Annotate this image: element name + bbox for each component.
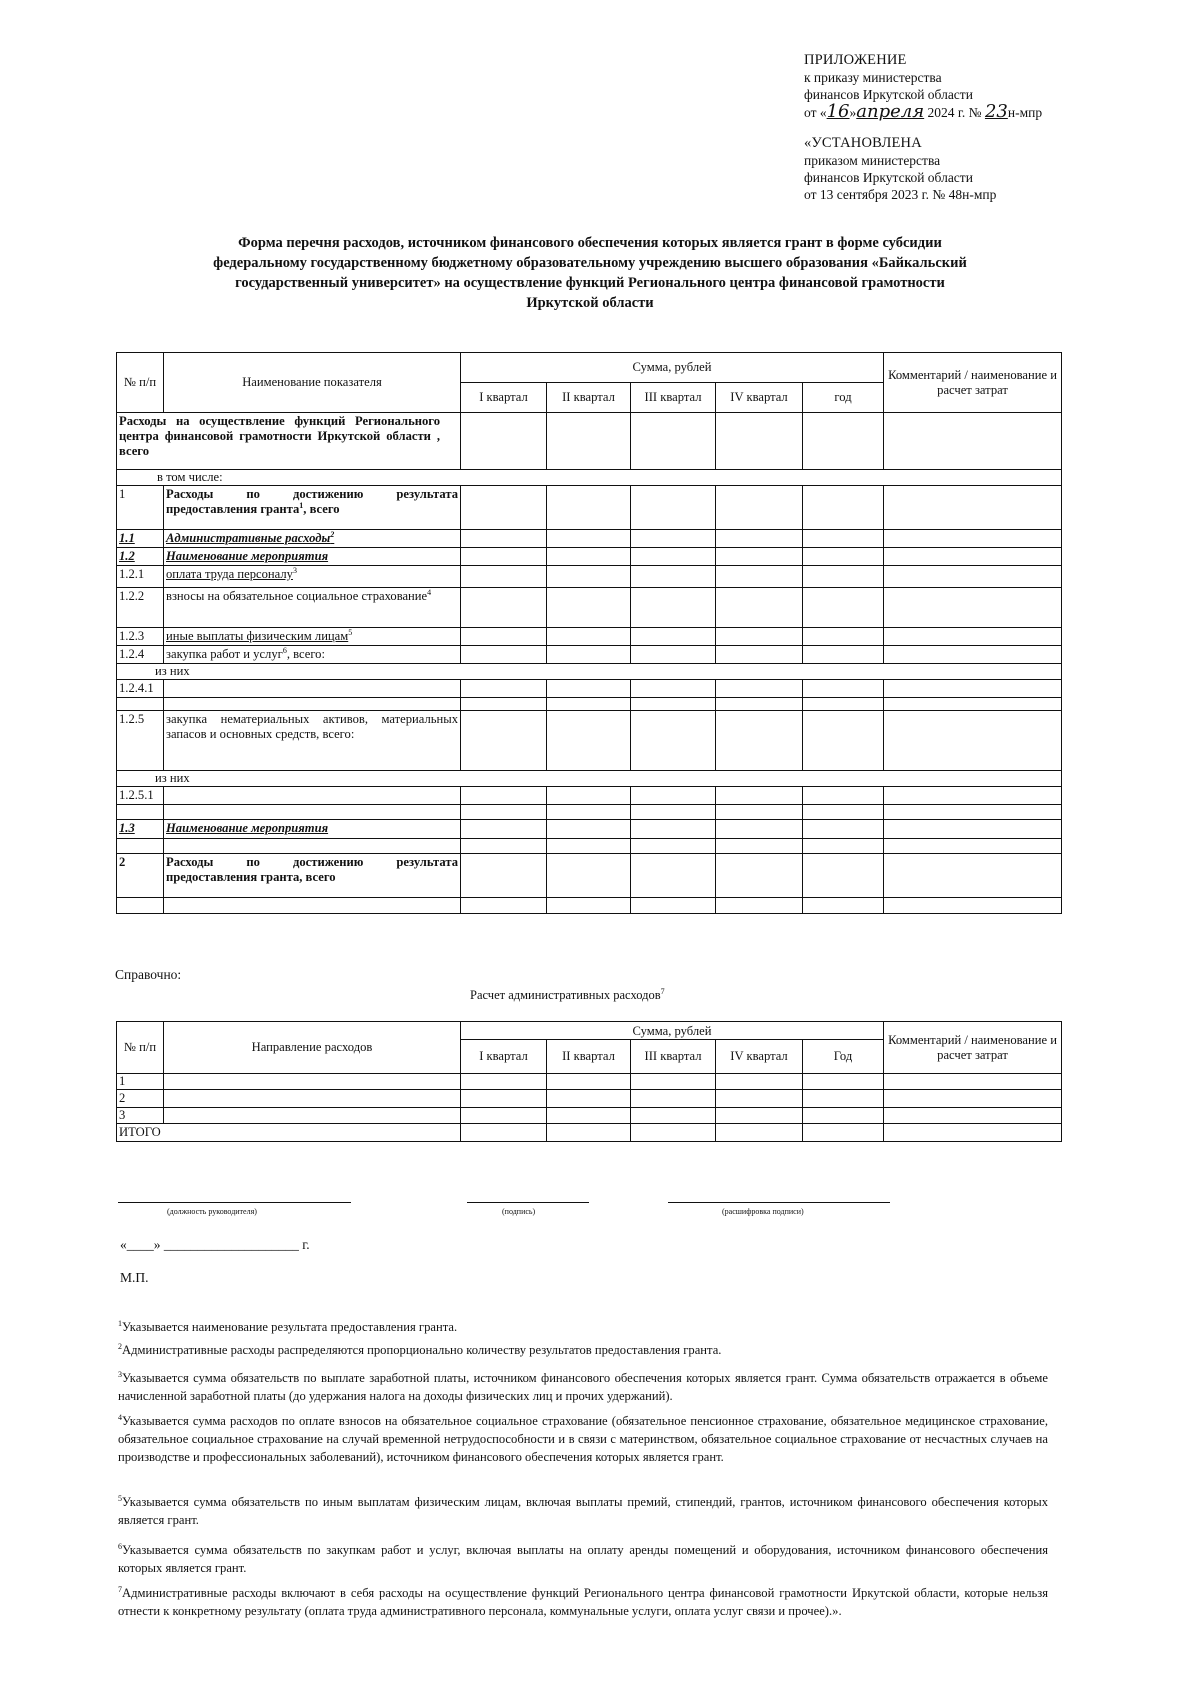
header-q4: IV квартал — [716, 383, 803, 413]
footnote-7: $^7$Административные расходы включают в себя расходы на осуществление функций Регионального центра финансовой грамотности Иркутской области, которые нельзя отнести к конкретному результату (оплата труда административного персонала, коммунальные услуги, оплата услуг связи и прочее).». — [118, 1584, 1048, 1618]
table-row — [117, 698, 1062, 711]
decode-label: (расшифровка подписи) — [722, 1207, 804, 1216]
established-title: «УСТАНОВЛЕНА — [804, 135, 922, 151]
table-row: 1.2.5 закупка нематериальных активов, материальных запасов и основных средств, всего: — [117, 711, 1062, 771]
stamp-place: М.П. — [120, 1270, 149, 1285]
row-1-2-4-name: закупка работ и услуг$^6$, всего: — [164, 646, 461, 664]
established-line3: от 13 сентября 2023 г. № 48н-мпр — [804, 187, 997, 202]
appendix-line2: финансов Иркутской области — [804, 87, 973, 102]
row-2-name: Расходы по достижению результата предоставления гранта, всего — [164, 854, 461, 898]
footnote-6: $^6$Указывается сумма обязательств по закупкам работ и услуг, включая выплаты на оплату аренды помещений и оборудования, источником финансового обеспечения которых является грант. — [118, 1541, 1048, 1575]
row-1-2-2-name: взносы на обязательное социальное страхование$^4$ — [164, 588, 461, 628]
signature-line — [467, 1202, 589, 1203]
footnote-5: $^5$Указывается сумма обязательств по иным выплатам физическим лицам, включая выплаты премий, стипендий, грантов, источником финансового обеспечения которых является грант. — [118, 1493, 1048, 1527]
appendix-line1: к приказу министерства — [804, 70, 942, 85]
footnote-3: $^3$Указывается сумма обязательств по выплате заработной платы, источником финансового обеспечения которых является грант. Сумма обязательств отражается в объеме начисленной заработной платы (до удержания налога на доходы физических лиц и прочих удержаний). — [118, 1369, 1048, 1403]
header-q3: III квартал — [631, 383, 716, 413]
row-of-them: из них — [117, 664, 1062, 680]
table-row: 1.2.5.1 — [117, 787, 1062, 805]
row-1-3-name: Наименование мероприятия — [164, 820, 461, 839]
expenses-table — [116, 352, 1062, 914]
handwritten-order-number: 23 — [984, 101, 1008, 122]
header-q2: II квартал — [547, 383, 631, 413]
appendix-title: ПРИЛОЖЕНИЕ — [804, 52, 907, 68]
row-1-name: Расходы по достижению результата предоставления гранта$^1$, всего — [164, 486, 461, 530]
table-row — [117, 805, 1062, 820]
appendix-date: от «16»апреля 2024 г. № 23н-мпр — [804, 101, 1043, 122]
handwritten-day: 16 — [826, 101, 850, 122]
table-row: 1.3 Наименование мероприятия — [117, 820, 1062, 839]
table-row: 2 — [117, 1090, 1062, 1108]
appendix-header — [804, 52, 1042, 203]
table-row: 1.1 Административные расходы$^2$ — [117, 530, 1062, 548]
table-row: 1 — [117, 1074, 1062, 1090]
calc-total: ИТОГО — [117, 1124, 461, 1142]
reference-label: Справочно: — [115, 967, 182, 982]
header-year: год — [803, 383, 884, 413]
table-row: 1.2 Наименование мероприятия — [117, 548, 1062, 566]
row-1-2-5-name: закупка нематериальных активов, материальных запасов и основных средств, всего: — [164, 711, 461, 771]
table-row — [117, 898, 1062, 914]
table-row — [117, 1124, 1062, 1142]
table-row — [117, 413, 1062, 470]
table-row: 1.2.2 взносы на обязательное социальное страхование$^4$ — [117, 588, 1062, 628]
header-name: Наименование показателя — [164, 353, 461, 413]
footnote-2: $^2$Административные расходы распределяются пропорционально количеству результатов предоставления гранта. — [118, 1341, 722, 1357]
header-q1: I квартал — [461, 383, 547, 413]
position-line — [118, 1202, 351, 1203]
table-row — [117, 771, 1062, 787]
header-sum: Сумма, рублей — [461, 353, 884, 383]
footnote-1: $^1$Указывается наименование результата предоставления гранта. — [118, 1318, 458, 1334]
form-title: Форма перечня расходов, источником финансового обеспечения которых является грант в форме субсидии федеральному государственному бюджетному образовательному учреждению высшего образования «Байкальский государственный университет» на осуществление функций Регионального центра финансовой грамотности Иркутской области — [213, 235, 967, 311]
header-comment: Комментарий / наименование и расчет затрат — [884, 353, 1062, 413]
table-row: 1.2.3 иные выплаты физическим лицам$^5$ — [117, 628, 1062, 646]
calc-header-comment: Комментарий / наименование и расчет затрат — [884, 1022, 1062, 1074]
calc-header-sum: Сумма, рублей — [461, 1022, 884, 1040]
table-row: 1 Расходы по достижению результата предоставления гранта$^1$, всего — [117, 486, 1062, 530]
signature-date: «____» ____________________ г. — [120, 1237, 310, 1252]
decode-line — [668, 1202, 890, 1203]
table-row: 1.2.4.1 — [117, 680, 1062, 698]
table-row: 1.2.4 закупка работ и услуг$^6$, всего: — [117, 646, 1062, 664]
row-1-2-name: Наименование мероприятия — [164, 548, 461, 566]
footnote-4: $^4$Указывается сумма расходов по оплате взносов на обязательное социальное страхование (обязательное пенсионное страхование, обязательное медицинское страхование, обязательное социальное страхование на случай временной нетрудоспособности и в связи с материнством, обязательное социальное страхование от несчастных случаев на производстве и профессиональных заболеваний), источником финансового обеспечения которых является грант. — [118, 1412, 1048, 1464]
row-1-2-1-name: оплата труда персоналу$^3$ — [164, 566, 461, 588]
row-1-1-name: Административные расходы$^2$ — [164, 530, 461, 548]
row-of-them-2: из них — [117, 771, 1062, 787]
position-label: (должность руководителя) — [167, 1207, 257, 1216]
table-row — [117, 664, 1062, 680]
established-line2: финансов Иркутской области — [804, 170, 973, 185]
table-row — [117, 839, 1062, 854]
table-row: 3 — [117, 1108, 1062, 1124]
established-line1: приказом министерства — [804, 153, 941, 168]
signature-label: (подпись) — [502, 1207, 536, 1216]
row-1-2-3-name: иные выплаты физическим лицам$^5$ — [164, 628, 461, 646]
header-num: № п/п — [117, 353, 164, 413]
calc-header-direction: Направление расходов — [164, 1022, 461, 1074]
row-total-name: Расходы на осуществление функций Регионального центра финансовой грамотности Иркутской области , всего — [117, 413, 461, 470]
calc-title: Расчет административных расходов$^7$ — [470, 986, 665, 1002]
table-row — [117, 470, 1062, 486]
handwritten-month: апреля — [856, 101, 925, 122]
row-incl: в том числе: — [117, 470, 1062, 486]
table-row: 2 Расходы по достижению результата предоставления гранта, всего — [117, 854, 1062, 898]
table-row: 1.2.1 оплата труда персоналу$^3$ — [117, 566, 1062, 588]
admin-expenses-table: № п/п Направление расходов Сумма, рублей Комментарий / наименование и расчет затрат I квартал II квартал III квартал IV квартал Год 1 2 3 ИТОГО — [116, 1021, 1062, 1142]
calc-header-num: № п/п — [117, 1022, 164, 1074]
